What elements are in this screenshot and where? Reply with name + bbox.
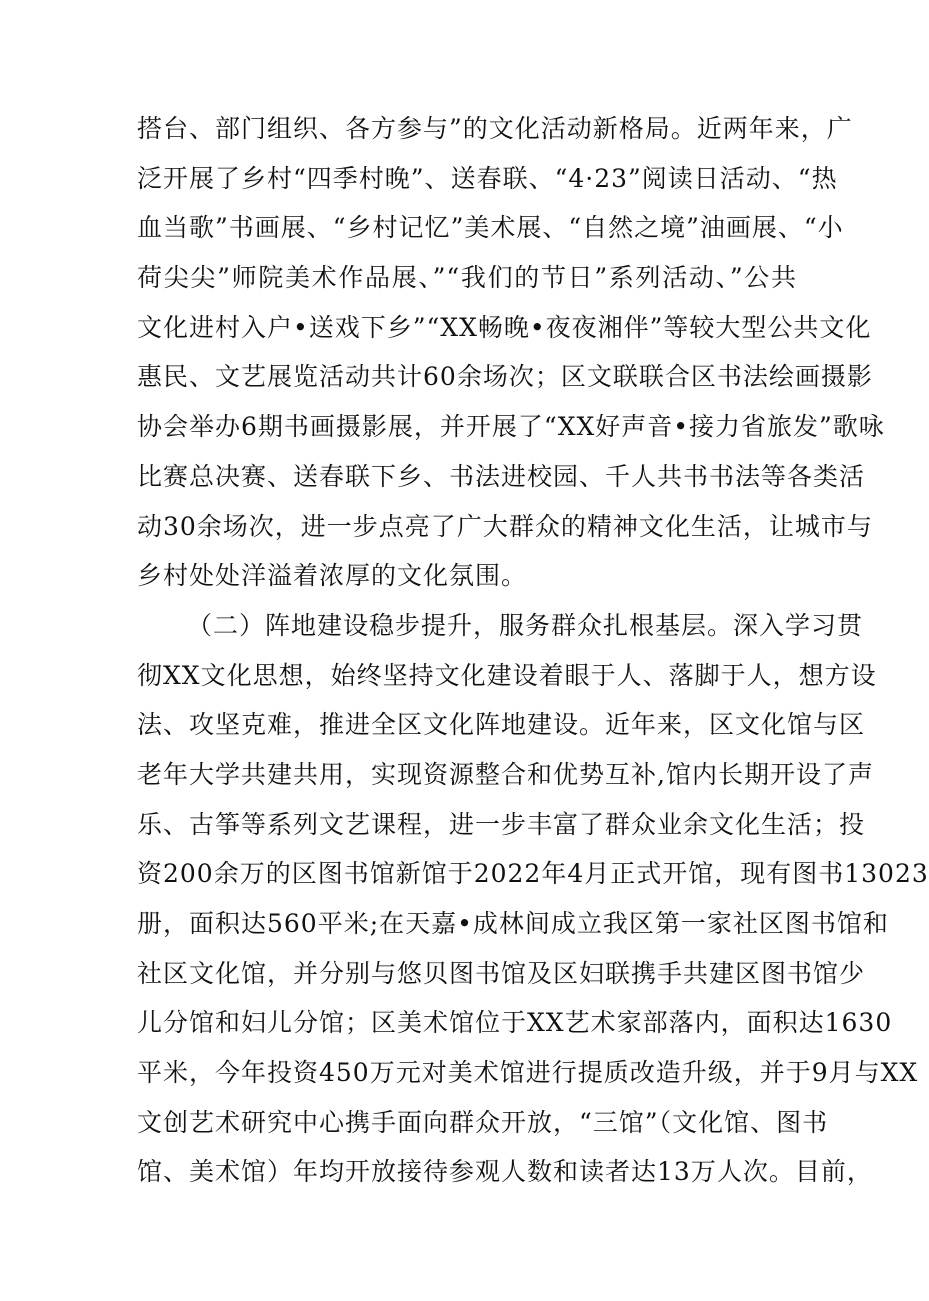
text-line: 文创艺术研究中心携手面向群众开放，“三馆”（文化馆、图书: [137, 1107, 829, 1137]
text-line: 泛开展了乡村“四季村晚”、送春联、“4·23”阅读日活动、“热: [137, 163, 838, 193]
text-line: 比赛总决赛、送春联下乡、书法进校园、千人共书书法等各类活: [137, 461, 866, 491]
text-line: 乡村处处洋溢着浓厚的文化氛围。: [137, 561, 528, 591]
text-line: 文化进村入户•送戏下乡”“XX畅晚•夜夜湘伴”等较大型公共文化: [137, 312, 872, 342]
text-line: 血当歌”书画展、“乡村记忆”美术展、“自然之境”油画展、“小: [137, 213, 844, 243]
section-heading-line: （二）阵地建设稳步提升，服务群众扎根基层。深入学习贯: [187, 610, 864, 640]
text-line: 荷尖尖”师院美术作品展、”“我们的节日”系列活动、”公共: [137, 263, 797, 293]
text-line: 平米，今年投资450万元对美术馆进行提质改造升级，并于9月与XX: [137, 1058, 919, 1088]
text-line: 社区文化馆，并分别与悠贝图书馆及区妇联携手共建区图书馆少: [137, 958, 866, 988]
text-line: 彻XX文化思想，始终坚持文化建设着眼于人、落脚于人，想方设: [137, 660, 877, 690]
text-line: 资200余万的区图书馆新馆于2022年4月正式开馆，现有图书13023: [137, 859, 929, 889]
text-line: 搭台、部门组织、各方参与”的文化活动新格局。近两年来，广: [137, 114, 853, 143]
body-text: [137, 104, 929, 1197]
text-line: 册，面积达560平米;在天嘉•成林间成立我区第一家社区图书馆和: [137, 909, 889, 938]
text-line: 法、攻坚克难，推进全区文化阵地建设。近年来，区文化馆与区: [137, 710, 866, 740]
text-line: 老年大学共建共用，实现资源整合和优势互补,馆内长期开设了声: [137, 759, 874, 789]
text-line: 乐、古筝等系列文艺课程，进一步丰富了群众业余文化生活；投: [137, 809, 866, 839]
text-line: 儿分馆和妇儿分馆；区美术馆位于XX艺术家部落内，面积达1630: [137, 1008, 893, 1038]
text-line: 惠民、文艺展览活动共计60余场次；区文联联合区书法绘画摄影: [137, 362, 873, 392]
text-line: 馆、美术馆）年均开放接待参观人数和读者达13万人次。目前，: [137, 1157, 873, 1187]
text-line: 动30余场次，进一步点亮了广大群众的精神文化生活，让城市与: [137, 511, 873, 541]
text-line: 协会举办6期书画摄影展，并开展了“XX好声音•接力省旅发”歌咏: [137, 412, 885, 442]
